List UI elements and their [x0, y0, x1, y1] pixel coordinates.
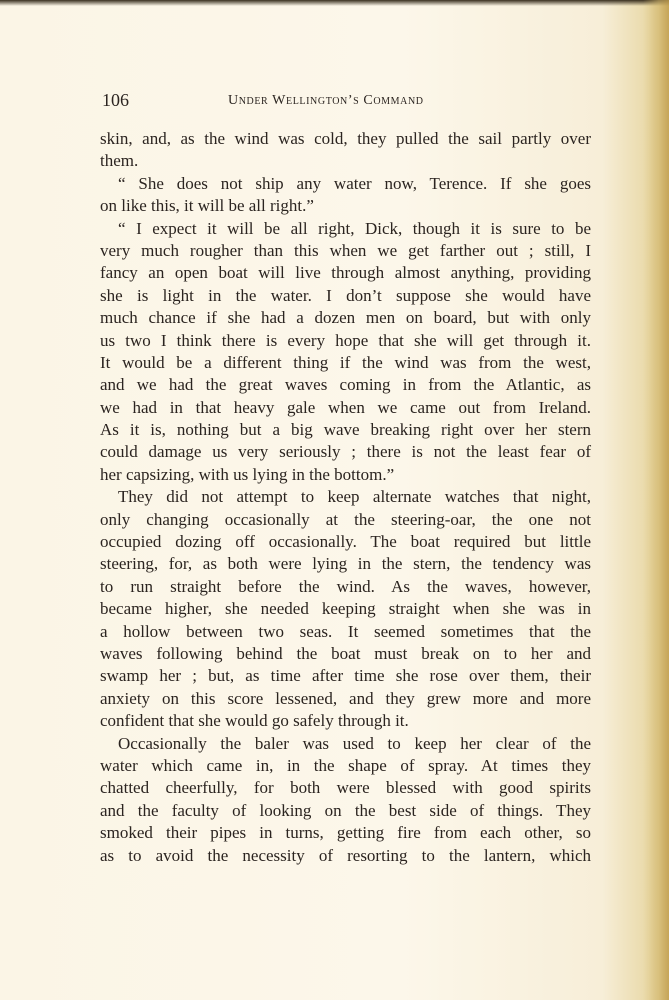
text-line: chatted cheerfully, for both were blessed with good spirits — [100, 778, 591, 798]
body-text — [100, 128, 591, 867]
text-line: very much rougher than this when we get farther out ; still, I — [100, 240, 591, 260]
page-edge-discoloration — [643, 0, 669, 1000]
text-line: a hollow between two seas. It seemed sometimes that the — [100, 621, 591, 641]
page-top-shadow — [0, 0, 669, 6]
text-line: skin, and, as the wind was cold, they pulled the sail partly over — [100, 129, 591, 148]
text-line: Occasionally the baler was used to keep her clear of the — [118, 733, 591, 753]
page-number: 106 — [102, 90, 129, 110]
text-line: and the faculty of looking on the best side of things. They — [100, 800, 591, 820]
running-head: Under Wellington’s Command — [228, 93, 424, 108]
text-line: swamp her ; but, as time after time she rose over them, their — [100, 666, 591, 686]
text-line: us two I think there is every hope that she will get through it. — [100, 330, 591, 350]
text-line: much chance if she had a dozen men on board, but with only — [100, 308, 591, 328]
text-line: It would be a different thing if the wind was from the west, — [100, 352, 591, 372]
text-line: “ I expect it will be all right, Dick, though it is sure to be — [118, 218, 591, 238]
text-line: on like this, it will be all right.” — [100, 196, 314, 216]
text-line: as to avoid the necessity of resorting to the lantern, which — [100, 845, 591, 865]
text-line: only changing occasionally at the steering-oar, the one not — [100, 509, 591, 529]
text-line: her capsizing, with us lying in the bottom.” — [100, 464, 395, 484]
text-line: As it is, nothing but a big wave breaking right over her stern — [100, 420, 591, 440]
text-line: to run straight before the wind. As the waves, however, — [100, 576, 591, 596]
text-line: smoked their pipes in turns, getting fire from each other, so — [100, 823, 591, 843]
text-line: and we had the great waves coming in from the Atlantic, as — [100, 375, 591, 395]
text-line: could damage us very seriously ; there is not the least fear of — [100, 442, 591, 462]
text-line: water which came in, in the shape of spray. At times they — [100, 755, 591, 775]
text-line: “ She does not ship any water now, Terence. If she goes — [118, 173, 591, 193]
text-line: They did not attempt to keep alternate watches that night, — [118, 487, 591, 507]
text-line: steering, for, as both were lying in the stern, the tendency was — [100, 554, 591, 574]
text-line: waves following behind the boat must break on to her and — [100, 643, 591, 663]
text-line: them. — [100, 151, 139, 171]
text-line: we had in that heavy gale when we came out from Ireland. — [100, 397, 591, 417]
text-line: she is light in the water. I don’t suppose she would have — [100, 285, 591, 305]
text-line: became higher, she needed keeping straight when she was in — [100, 599, 591, 619]
text-line: confident that she would go safely through it. — [100, 711, 409, 731]
text-line: occupied dozing off occasionally. The boat required but little — [100, 532, 591, 552]
text-line: anxiety on this score lessened, and they grew more and more — [100, 688, 591, 708]
text-line: fancy an open boat will live through almost anything, providing — [100, 263, 591, 283]
page-header — [102, 90, 590, 114]
